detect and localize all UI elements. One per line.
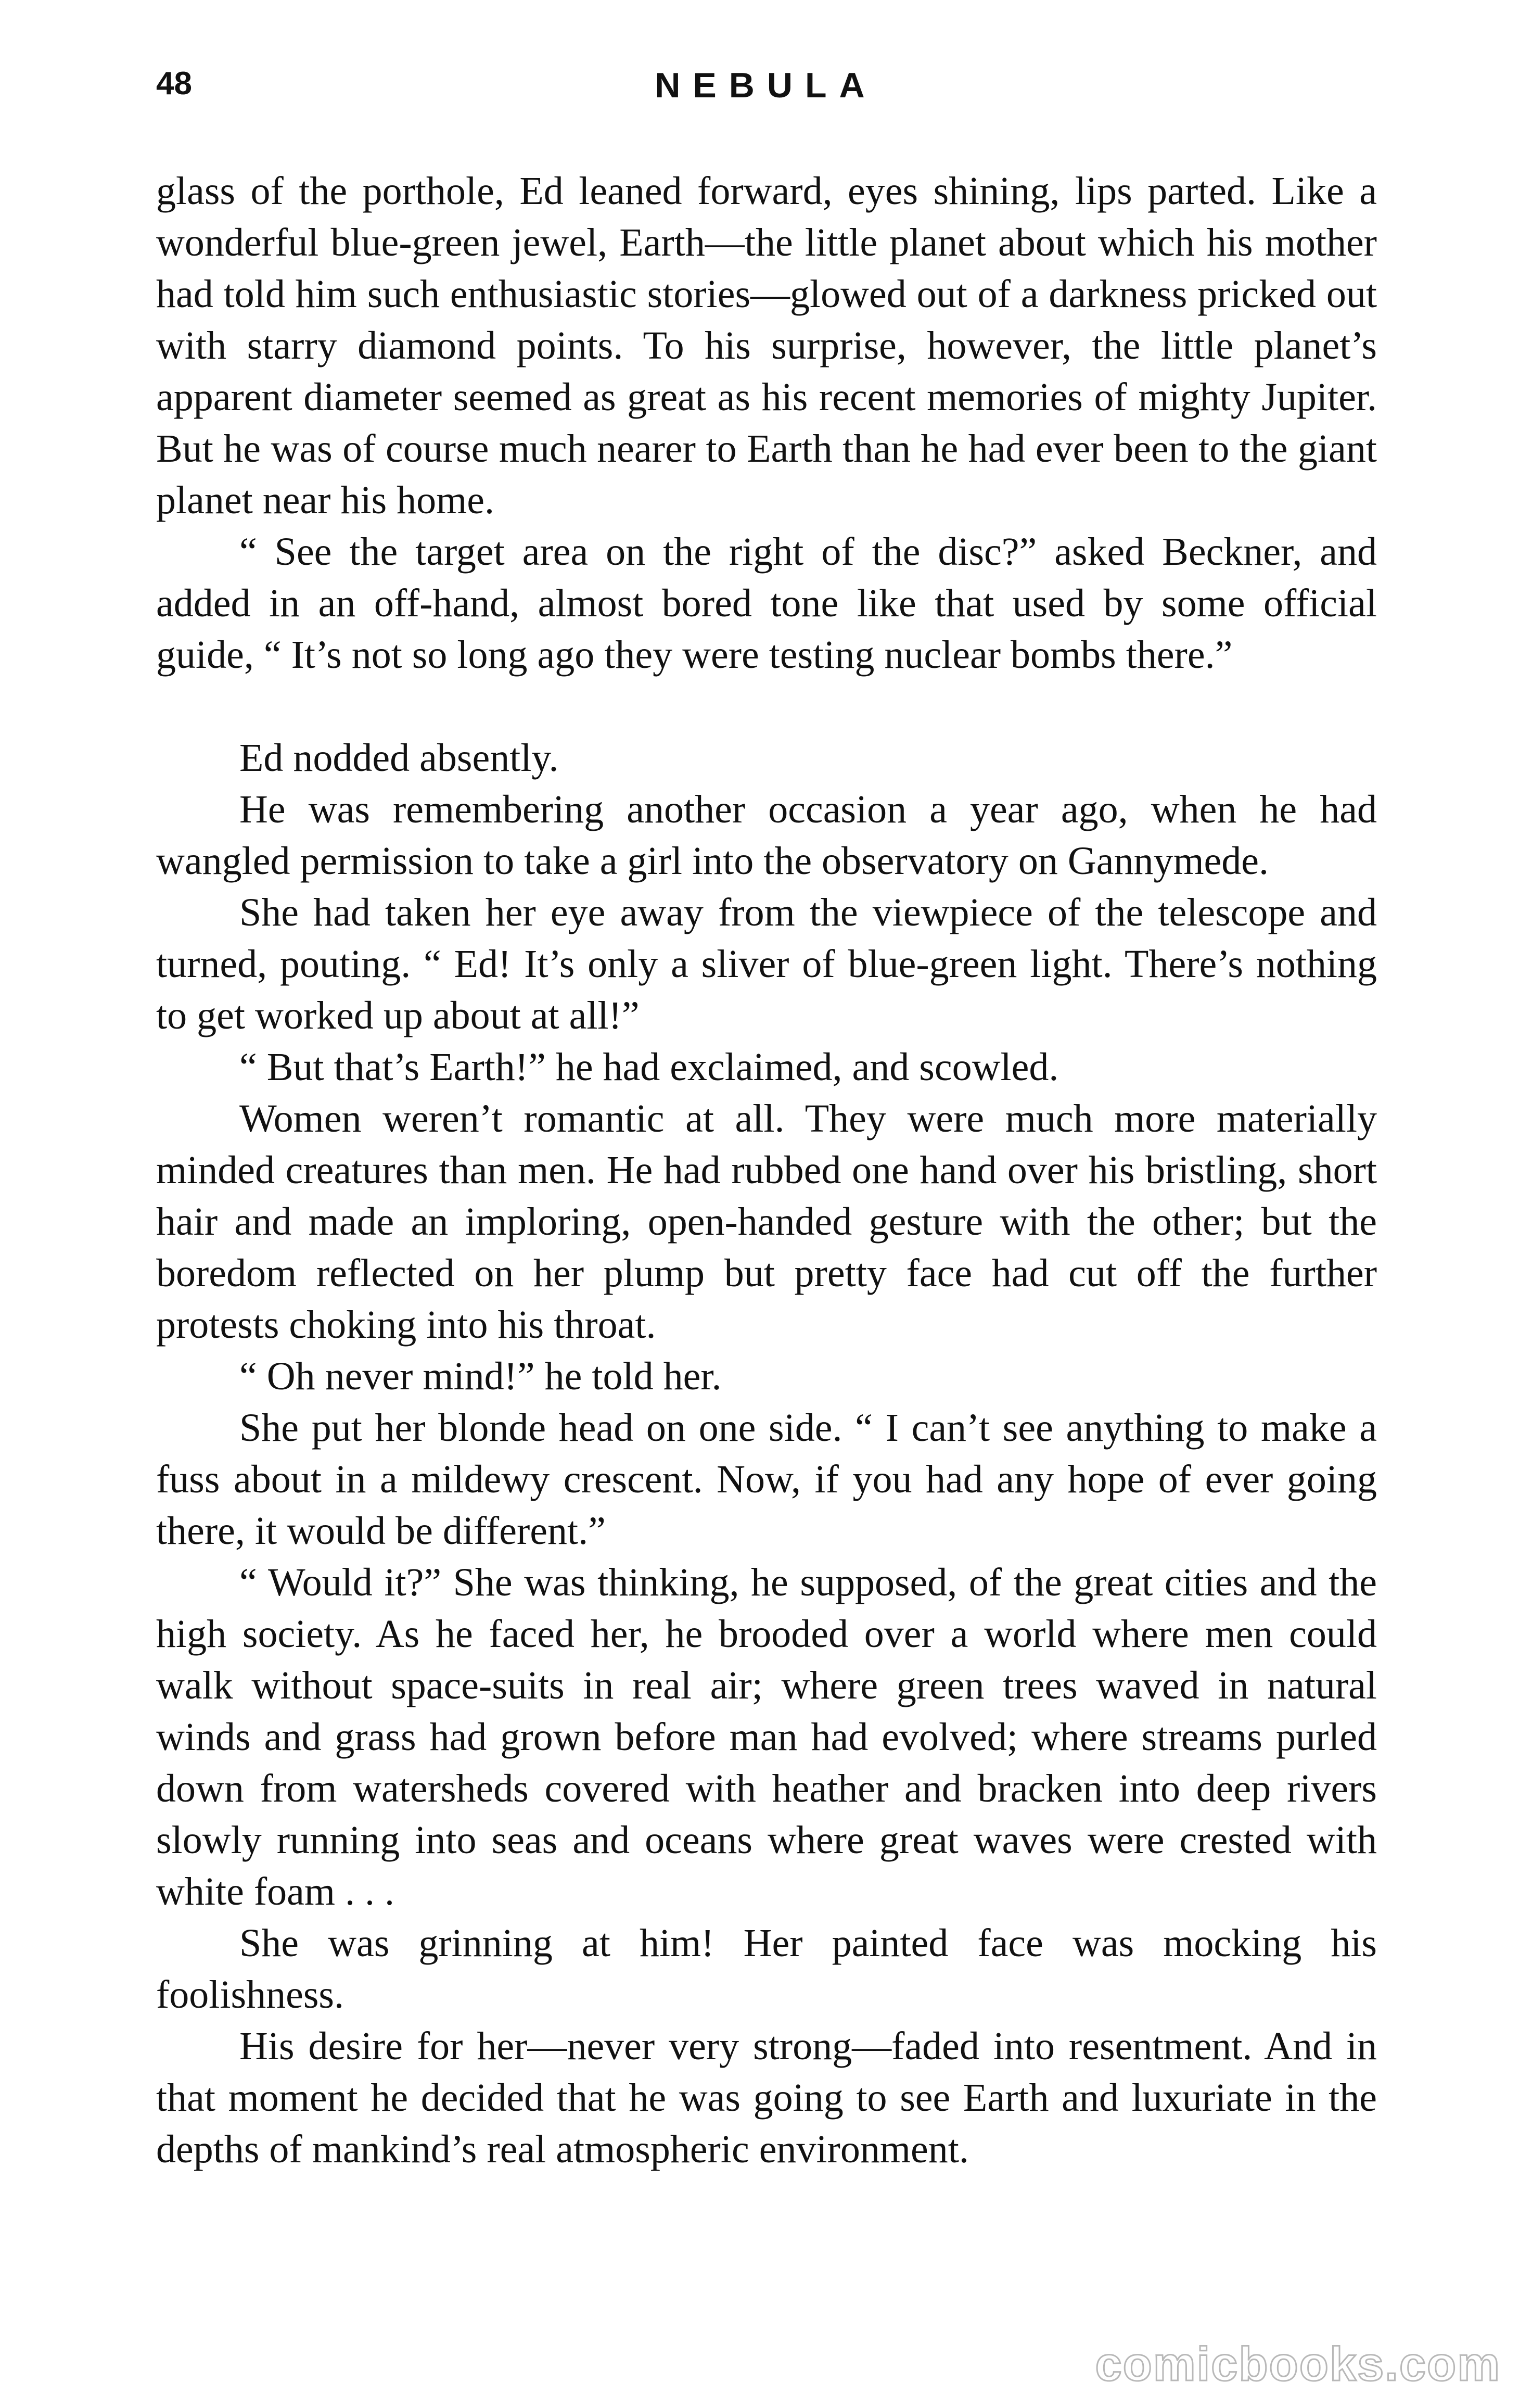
paragraph: Women weren’t romantic at all. They were much more materially minded creatures than men. He had rubbed one hand over his bristling, short hair and made an imploring, open-handed gesture with the other; but the boredom reflected on her plump but pretty face had cut off the further protests choking into his throat. [156,1097,1377,1347]
paragraph: Ed nodded absently. [239,736,559,780]
paragraph: She put her blonde head on one side. “ I can’t see anything to make a fuss about in a mildewy crescent. Now, if you had any hope of ever going there, it would be different.” [156,1406,1377,1553]
paragraph: She was grinning at him! Her painted face was mocking his foolishness. [156,1921,1377,2017]
paragraph: She had taken her eye away from the viewpiece of the telescope and turned, pouting. “ Ed! It’s only a sliver of blue-green light. There’s nothing to get worked up about at all!” [156,891,1377,1037]
paragraph: He was remembering another occasion a year ago, when he had wangled permission to take a girl into the observatory on Gannymede. [156,788,1377,883]
paragraph: “ Oh never mind!” he told her. [239,1354,722,1398]
paragraph: “ Would it?” She was thinking, he supposed, of the great cities and the high society. As he faced her, he brooded over a world where men could walk without space-suits in real air; where green trees waved in natural winds and grass had grown before man had evolved; where streams purled down from watersheds covered with heather and bracken into deep rivers slowly running into seas and oceans where great waves were crested with white foam . . . [156,1561,1377,1913]
running-title: NEBULA [655,66,877,105]
paragraph: “ But that’s Earth!” he had exclaimed, and scowled. [239,1045,1059,1089]
body-text [156,166,1377,2175]
watermark: comicbooks.com [1095,2338,1501,2391]
paragraph: glass of the porthole, Ed leaned forward, eyes shining, lips parted. Like a wonderful blue-green jewel, Earth—the little planet about which his mother had told him such enthusiastic stories—glowed out of a darkness pricked out with starry diamond points. To his surprise, however, the little planet’s apparent diameter seemed as great as his recent memories of mighty Jupiter. But he was of course much nearer to Earth than he had ever been to the giant planet near his home. [156,169,1377,522]
paragraph: His desire for her—never very strong—faded into resentment. And in that moment he decided that he was going to see Earth and luxuriate in the depths of mankind’s real atmospheric environment. [156,2024,1377,2171]
paragraph: “ See the target area on the right of the disc?” asked Beckner, and added in an off-hand, almost bored tone like that used by some official guide, “ It’s not so long ago they were testing nuclear bombs there.” [156,530,1377,677]
page-number: 48 [156,66,192,102]
page-header [156,62,1376,120]
